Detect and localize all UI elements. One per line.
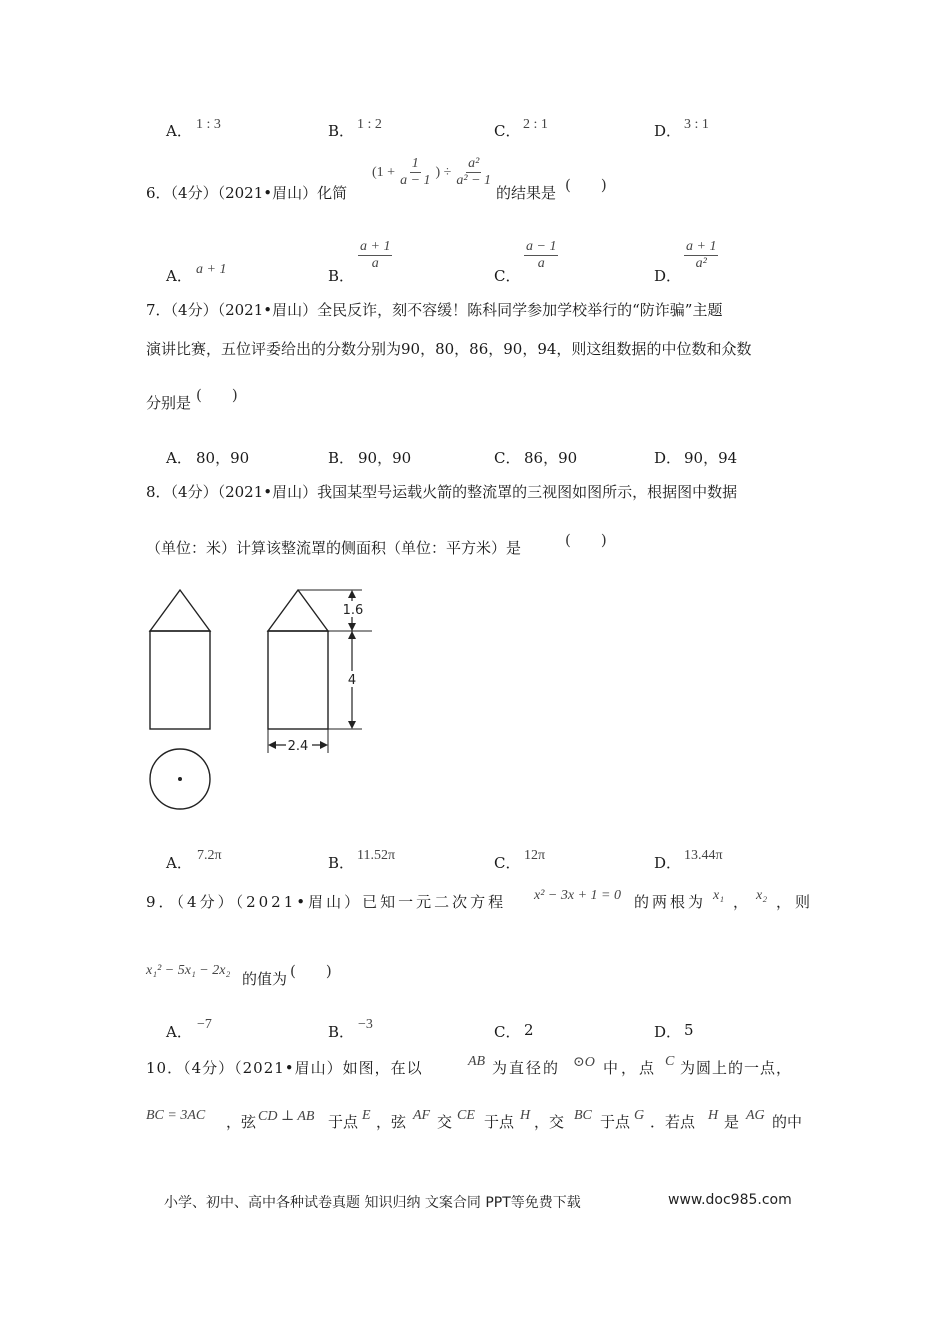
footer-site-link[interactable]: www.doc985.com	[668, 1192, 792, 1208]
q7-option-d-letter: D．	[654, 449, 682, 467]
q10-l2-p3: ，弦	[376, 1113, 407, 1131]
q7-option-a-letter: A．	[166, 449, 192, 467]
q6-prefix: 6．（4分）（2021•眉山）化简	[146, 184, 348, 202]
q6-f2-num: a²	[468, 156, 480, 171]
q9-line2-suffix: 的值为	[242, 970, 288, 988]
q8-option-c-letter: C．	[494, 854, 521, 872]
q9-answer-paren: ( )	[290, 962, 332, 980]
q10-bc-eq-3ac: BC = 3AC	[146, 1108, 206, 1123]
q10-ab: AB	[468, 1054, 486, 1069]
q6-fraction-1	[398, 156, 432, 189]
q6-option-a-letter: A．	[166, 267, 192, 285]
q5-option-d-letter: D．	[654, 122, 682, 140]
q10-part-3: 中，点	[603, 1059, 658, 1077]
q6-option-b-letter: B．	[328, 267, 355, 285]
q6-fraction-2	[454, 156, 493, 189]
q6-option-a-value: a + 1	[196, 262, 227, 277]
q9-option-c-letter: C．	[494, 1023, 521, 1041]
front-view	[150, 590, 210, 729]
q7-option-d-value: 90，94	[684, 449, 738, 467]
q6-b-num: a + 1	[360, 239, 391, 254]
q10-circle-o: ⊙O	[573, 1055, 595, 1070]
q10-chord-af: AF	[413, 1108, 431, 1123]
dim-side-label: 4	[347, 673, 357, 688]
q10-point-e: E	[362, 1108, 371, 1123]
q7-option-c-letter: C．	[494, 449, 521, 467]
q8-option-b-letter: B．	[328, 854, 355, 872]
q6-option-d-letter: D．	[654, 267, 682, 285]
q9-root-2: x₂	[756, 888, 768, 903]
q10-bc: BC	[574, 1108, 592, 1123]
q9-mid: 的两根为	[634, 893, 707, 911]
q10-ag: AG	[746, 1108, 765, 1123]
q9-option-b-letter: B．	[328, 1023, 355, 1041]
q9-separator: ，	[733, 893, 749, 911]
q6-option-d-fraction	[684, 239, 718, 272]
q5-option-b-value: 1 : 2	[357, 117, 382, 132]
q9-option-a-letter: A．	[166, 1023, 192, 1041]
q7-line-2: 演讲比赛，五位评委给出的分数分别为90，80，86，90，94，则这组数据的中位数和众数	[146, 340, 752, 358]
dim-top-label: 1.6	[342, 603, 364, 618]
q7-line-1: 7．（4分）（2021•眉山）全民反诈，刻不容缓！陈科同学参加学校举行的“防诈骗”主题	[146, 301, 723, 319]
q10-l2-p1: ，弦	[226, 1113, 257, 1131]
q8-option-a-letter: A．	[166, 854, 192, 872]
q6-f1-num: 1	[411, 156, 419, 171]
q6-b-den: a	[371, 256, 379, 271]
q5-option-a-letter: A．	[166, 122, 192, 140]
q9-option-c-value: 2	[524, 1021, 534, 1039]
q10-point-g: G	[634, 1108, 645, 1123]
q7-option-b-value: 90，90	[358, 449, 412, 467]
q6-expr-open: (1 +	[372, 164, 396, 180]
q10-l2-p8: ．若点	[650, 1113, 696, 1131]
q6-c-den: a	[537, 256, 545, 271]
q5-option-a-value: 1 : 3	[196, 117, 221, 132]
q6-d-den: a²	[695, 256, 707, 271]
q8-option-d-value: 13.44π	[684, 848, 723, 863]
q10-part-4: 为圆上的一点，	[680, 1059, 793, 1077]
q10-point-h: H	[520, 1108, 531, 1123]
q9-equation: x² − 3x + 1 = 0	[534, 888, 621, 903]
q5-option-d-value: 3 : 1	[684, 117, 709, 132]
q6-f1-den: a − 1	[400, 173, 431, 188]
top-view	[150, 749, 210, 809]
q10-ce: CE	[457, 1108, 475, 1123]
q10-l2-p7: 于点	[600, 1113, 631, 1131]
q10-cd-perp-ab: CD ⊥ AB	[258, 1109, 315, 1124]
q10-l2-p10: 的中	[772, 1113, 803, 1131]
q6-expression	[372, 156, 493, 189]
q7-line-3: 分别是	[146, 394, 192, 412]
q8-option-b-value: 11.52π	[357, 848, 396, 863]
q6-f2-den: a² − 1	[456, 173, 492, 188]
q5-option-c-value: 2 : 1	[523, 117, 548, 132]
q8-option-d-letter: D．	[654, 854, 682, 872]
q10-l2-p6: ，交	[534, 1113, 565, 1131]
q6-option-c-fraction	[524, 239, 558, 272]
q7-option-b-letter: B．	[328, 449, 355, 467]
q10-part-2: 为直径的	[492, 1059, 561, 1077]
q8-option-c-value: 12π	[524, 848, 546, 863]
q10-l2-p5: 于点	[484, 1113, 515, 1131]
q9-option-b-value: −3	[358, 1017, 373, 1032]
q9-line2-expression: x₁² − 5x₁ − 2x₂	[146, 963, 231, 978]
q7-option-a-value: 80，90	[196, 449, 250, 467]
q6-option-c-letter: C．	[494, 267, 521, 285]
q6-c-num: a − 1	[526, 239, 557, 254]
three-view-figure	[140, 585, 380, 815]
q8-line-1: 8．（4分）（2021•眉山）我国某型号运载火箭的整流罩的三视图如图所示，根据图中数据	[146, 483, 738, 501]
q6-answer-paren: ( )	[565, 176, 607, 194]
q9-option-a-value: −7	[197, 1017, 212, 1032]
q10-l2-p2: 于点	[328, 1113, 359, 1131]
q9-root-1: x₁	[713, 888, 725, 903]
q8-option-a-value: 7.2π	[197, 848, 222, 863]
q6-suffix: 的结果是	[496, 184, 557, 202]
q6-expr-mid: ) ÷	[435, 164, 452, 180]
q10-point-h-2: H	[708, 1108, 719, 1123]
q8-answer-paren: ( )	[565, 531, 607, 549]
q9-tail: ，则	[776, 893, 815, 911]
q10-l2-p9: 是	[724, 1113, 740, 1131]
q10-point-c: C	[665, 1054, 675, 1069]
dim-width-label: 2.4	[287, 739, 309, 754]
footer-text: 小学、初中、高中各种试卷真题 知识归纳 文案合同 PPT等免费下载	[164, 1195, 581, 1211]
q5-option-b-letter: B．	[328, 122, 355, 140]
q10-part-1: 10．（4分）（2021•眉山）如图，在以	[146, 1059, 423, 1077]
q7-answer-paren: ( )	[196, 386, 238, 404]
q7-option-c-value: 86，90	[524, 449, 578, 467]
q6-option-b-fraction	[358, 239, 392, 272]
q10-l2-p4: 交	[437, 1113, 453, 1131]
q8-line-2: （单位：米）计算该整流罩的侧面积（单位：平方米）是	[146, 539, 522, 557]
q6-d-num: a + 1	[686, 239, 717, 254]
q9-prefix: 9．（4分）（2021•眉山）已知一元二次方程	[146, 893, 507, 911]
q5-option-c-letter: C．	[494, 122, 521, 140]
q9-option-d-letter: D．	[654, 1023, 682, 1041]
q9-option-d-value: 5	[684, 1021, 694, 1039]
